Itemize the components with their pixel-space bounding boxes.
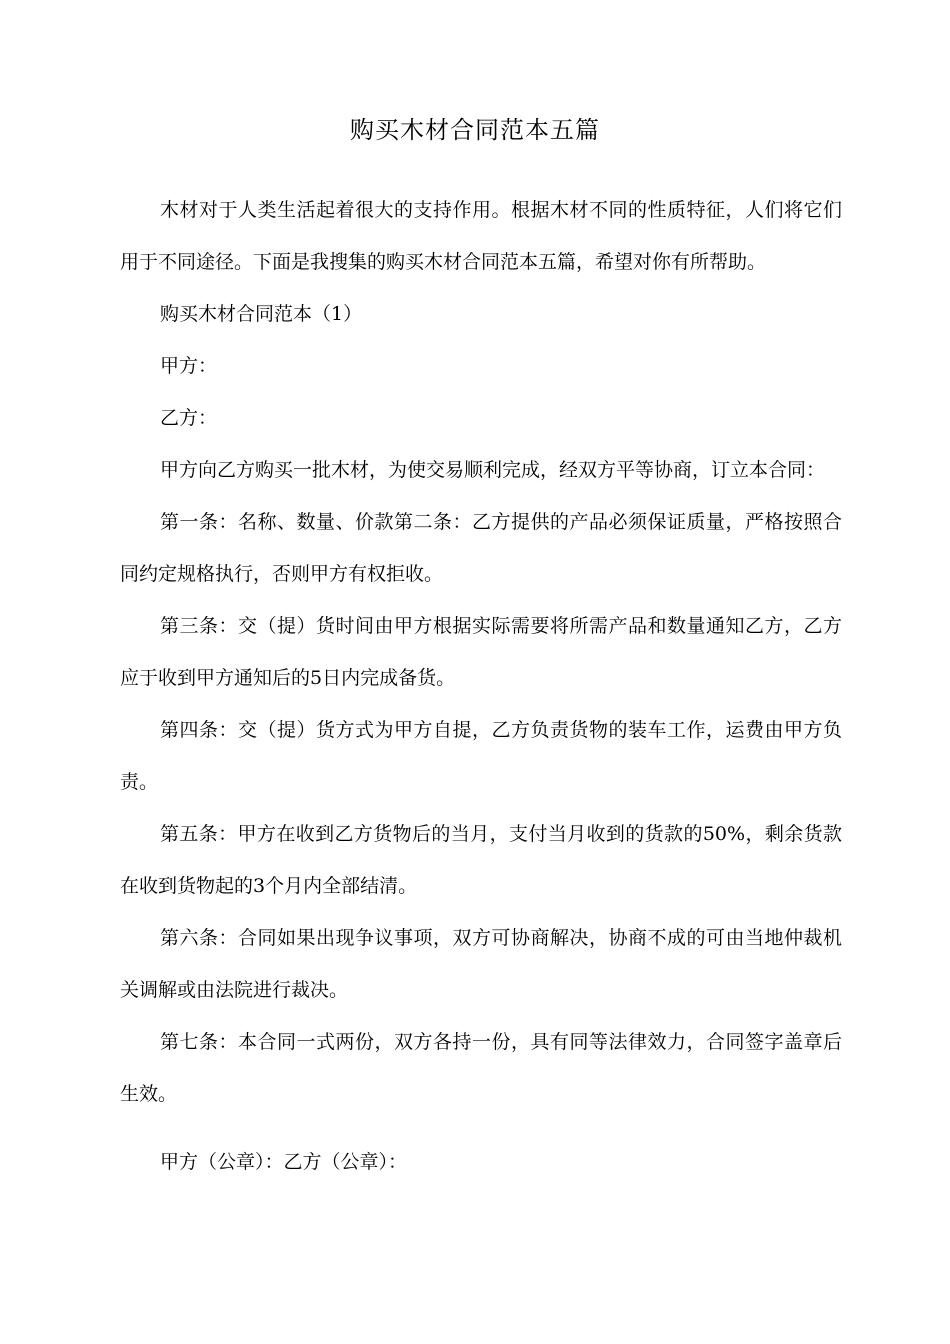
party-b-line: 乙方：: [160, 407, 218, 429]
clause-3: 第三条：交（提）货时间由甲方根据实际需要将所需产品和数量通知乙方，乙方应于收到甲方通知后的5日内完成备货。: [120, 615, 842, 689]
section-heading: 购买木材合同范本（1）: [160, 303, 363, 325]
clause-4: 第四条：交（提）货方式为甲方自提，乙方负责货物的装车工作，运费由甲方负责。: [120, 719, 842, 793]
clause-6: 第六条：合同如果出现争议事项，双方可协商解决，协商不成的可由当地仲裁机关调解或由法院进行裁决。: [120, 927, 842, 1001]
document-body: [120, 184, 842, 1188]
signature-line: 甲方（公章）：乙方（公章）：: [160, 1151, 408, 1173]
preamble-paragraph: 甲方向乙方购买一批木材，为使交易顺利完成，经双方平等协商，订立本合同：: [160, 459, 826, 481]
document-title: 购买木材合同范本五篇: [350, 116, 600, 144]
clause-1-2: 第一条：名称、数量、价款第二条：乙方提供的产品必须保证质量，严格按照合同约定规格执行，否则甲方有权拒收。: [120, 511, 842, 585]
clause-5: 第五条：甲方在收到乙方货物后的当月，支付当月收到的货款的50%，剩余货款在收到货物起的3个月内全部结清。: [120, 823, 842, 897]
intro-paragraph: 木材对于人类生活起着很大的支持作用。根据木材不同的性质特征，人们将它们用于不同途径。下面是我搜集的购买木材合同范本五篇，希望对你有所帮助。: [120, 199, 842, 273]
spacer: [120, 1120, 842, 1136]
party-a-line: 甲方：: [160, 355, 218, 377]
clause-7: 第七条：本合同一式两份，双方各持一份，具有同等法律效力，合同签字盖章后生效。: [120, 1031, 842, 1105]
